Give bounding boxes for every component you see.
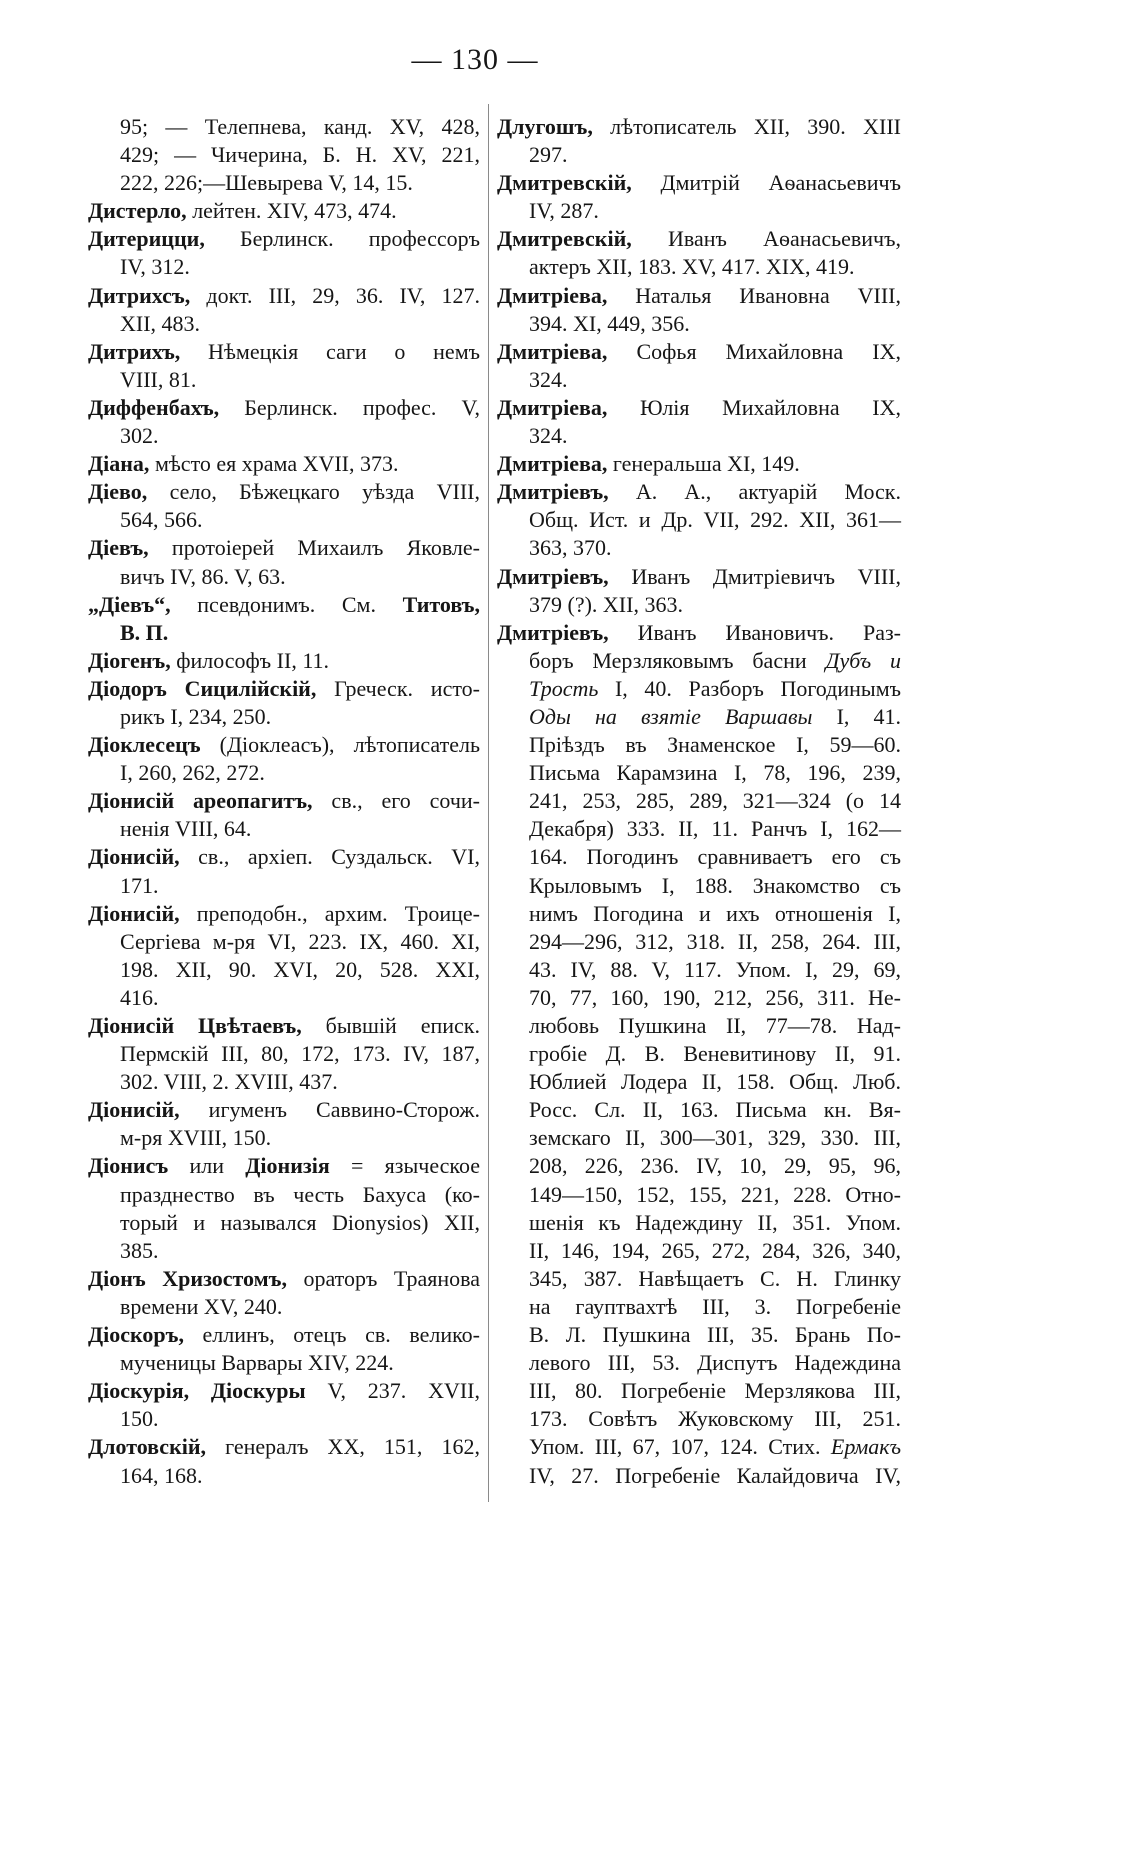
entry-text: 294—296, 312, 318. II, 258, 264. III, — [529, 928, 901, 954]
left-column — [88, 113, 480, 1490]
entry-text: мѣсто ея храма XVII, 373. — [149, 451, 399, 477]
entry-line — [497, 1124, 901, 1152]
entry-line — [497, 338, 901, 366]
entry-line — [88, 1349, 480, 1377]
entry-text: I, 260, 262, 272. — [120, 760, 265, 786]
entry-text: шенія къ Надеждину II, 351. Упом. — [529, 1209, 901, 1235]
entry-line — [88, 1181, 480, 1209]
headword: Діонъ Хризостомъ, — [88, 1265, 287, 1291]
entry-line — [497, 647, 901, 675]
entry-line — [88, 225, 480, 253]
entry-line — [88, 759, 480, 787]
headword: В. П. — [120, 619, 169, 645]
entry-line — [497, 956, 901, 984]
cited-title: Ермакъ — [830, 1434, 901, 1460]
entry-line — [88, 534, 480, 562]
page-number: — 130 — — [411, 43, 539, 76]
entry-line — [497, 872, 901, 900]
entry-line — [497, 1349, 901, 1377]
entry-text: любовь Пушкина II, 77—78. Над- — [529, 1013, 901, 1038]
entry-text: св., его сочи- — [312, 788, 480, 814]
entry-text: философъ II, 11. — [170, 647, 330, 673]
entry-line — [88, 843, 480, 871]
entry-text: актеръ XII, 183. XV, 417. XIX, 419. — [529, 254, 855, 280]
entry-text: Письма Карамзина I, 78, 196, 239, — [529, 760, 901, 786]
entry-line — [497, 900, 901, 928]
entry-line — [88, 1265, 480, 1293]
entry-line — [88, 731, 480, 759]
index-entry — [88, 1152, 480, 1264]
entry-line — [88, 338, 480, 366]
entry-text: мученицы Варвары XIV, 224. — [120, 1350, 394, 1376]
entry-text: Юблией Лодера II, 158. Общ. Люб. — [529, 1069, 901, 1095]
headword: Дмитріева, — [497, 451, 608, 477]
entry-line — [88, 984, 480, 1012]
headword: Діево, — [88, 479, 148, 505]
entry-line — [88, 113, 480, 141]
index-entry — [497, 478, 901, 562]
cited-title: Трость — [529, 675, 599, 701]
entry-line — [88, 1096, 480, 1124]
entry-text: Крыловымъ I, 188. Знакомство съ — [529, 872, 901, 898]
entry-text: 302. — [120, 423, 159, 449]
headword: Діоклесецъ — [88, 732, 201, 758]
headword: Титовъ, — [402, 591, 480, 617]
headword: Дмитріевъ, — [497, 619, 609, 645]
entry-line — [88, 282, 480, 310]
entry-text: 297. — [529, 142, 568, 168]
entry-line — [88, 478, 480, 506]
entry-line — [497, 984, 901, 1012]
entry-line — [497, 253, 901, 281]
headword: Діоскоръ, — [88, 1322, 184, 1348]
entry-text: 208, 226, 236. IV, 10, 29, 95, 96, — [529, 1153, 901, 1179]
entry-text: (Діоклеасъ), лѣтописатель — [200, 732, 480, 758]
entry-line — [497, 843, 901, 871]
headword: Дмитріева, — [497, 394, 608, 420]
index-entry — [497, 619, 901, 1490]
entry-line — [497, 1405, 901, 1433]
headword: Дмитріевъ, — [497, 479, 609, 505]
entry-text: = языческое — [329, 1153, 481, 1179]
index-entry — [88, 113, 480, 197]
entry-line — [497, 675, 901, 703]
entry-text: нимъ Погодина и ихъ отношенія I, — [529, 900, 901, 926]
index-entry — [88, 591, 480, 647]
entry-line — [497, 1265, 901, 1293]
index-entry — [88, 1096, 480, 1152]
entry-text: Наталья Ивановна VIII, — [607, 282, 901, 308]
entry-text: Софья Михайловна IX, — [607, 338, 901, 364]
index-entry — [88, 900, 480, 1012]
entry-text: Сергіева м-ря VI, 223. IX, 460. XI, — [120, 928, 480, 954]
index-entry — [88, 1265, 480, 1321]
headword: Дмитріева, — [497, 338, 608, 364]
entry-text: Росс. Сл. II, 163. Письма кн. Вя- — [529, 1097, 901, 1123]
entry-text: В. Л. Пушкина III, 35. Брань По- — [529, 1322, 901, 1348]
entry-line — [88, 1068, 480, 1096]
index-entry — [88, 731, 480, 787]
entry-text: Общ. Ист. и Др. VII, 292. XII, 361— — [529, 507, 901, 533]
cited-title: Оды на взятіе Варшавы — [529, 703, 813, 729]
entry-text: 164, 168. — [120, 1462, 203, 1488]
entry-line — [497, 450, 901, 478]
entry-text: вичъ IV, 86. V, 63. — [120, 563, 286, 589]
entry-text: Иванъ Ивановичъ. Раз- — [608, 619, 901, 645]
headword: Дитрихъ, — [88, 338, 181, 364]
headword: Діонисій, — [88, 844, 180, 870]
entry-text: 324. — [529, 423, 568, 449]
entry-line — [88, 422, 480, 450]
entry-line — [497, 591, 901, 619]
headword: Дмитріевъ, — [497, 563, 609, 589]
headword: Діонисій, — [88, 1097, 180, 1123]
entry-line — [497, 422, 901, 450]
entry-line — [88, 1405, 480, 1433]
entry-text: лѣтописатель XII, 390. XIII — [592, 114, 901, 139]
entry-text: рикъ I, 234, 250. — [120, 703, 272, 729]
headword: Діогенъ, — [88, 647, 171, 673]
entry-text: 198. XII, 90. XVI, 20, 528. XXI, — [120, 956, 480, 982]
entry-line — [497, 1068, 901, 1096]
entry-line — [88, 141, 480, 169]
index-entry — [88, 534, 480, 590]
entry-line — [88, 675, 480, 703]
entry-text: I, 40. Разборъ Погодинымъ — [598, 675, 901, 701]
entry-line — [88, 928, 480, 956]
entry-text: Декабря) 333. II, 11. Ранчъ I, 162— — [529, 816, 901, 842]
entry-line — [88, 1152, 480, 1180]
entry-text: Дмитрій Аѳанасьевичъ — [631, 170, 901, 196]
entry-line — [88, 703, 480, 731]
entry-text: III, 80. Погребеніе Мерзлякова III, — [529, 1378, 901, 1404]
right-column — [497, 113, 901, 1490]
entry-text: Юлія Михайловна IX, — [607, 394, 901, 420]
entry-text: 416. — [120, 984, 159, 1010]
entry-text: игуменъ Саввино-Сторож. — [179, 1097, 480, 1123]
entry-text: лейтен. XIV, 473, 474. — [186, 198, 397, 224]
headword: Діонизія — [245, 1153, 330, 1179]
headword: Дмитревскій, — [497, 226, 632, 252]
entry-text: 302. VIII, 2. XVIII, 437. — [120, 1069, 338, 1095]
entry-line — [88, 563, 480, 591]
headword: Дистерло, — [88, 198, 187, 224]
entry-text: св., архіеп. Суздальск. VI, — [179, 844, 480, 870]
entry-text: IV, 312. — [120, 254, 190, 280]
headword: Дмитревскій, — [497, 170, 632, 196]
headword: Дитрихсъ, — [88, 282, 191, 308]
entry-text: 394. XI, 449, 356. — [529, 310, 690, 336]
entry-text: докт. III, 29, 36. IV, 127. — [190, 282, 480, 308]
entry-line — [88, 619, 480, 647]
entry-line — [497, 169, 901, 197]
entry-line — [497, 366, 901, 394]
entry-text: псевдонимъ. См. — [170, 591, 403, 617]
index-entry — [88, 225, 480, 281]
entry-text: село, Бѣжецкаго уѣзда VIII, — [147, 479, 480, 505]
entry-text: 43. IV, 88. V, 117. Упом. I, 29, 69, — [529, 956, 901, 982]
entry-text: торый и назывался Dionysios) XII, — [120, 1209, 480, 1235]
entry-line — [88, 366, 480, 394]
entry-line — [88, 872, 480, 900]
index-entry — [497, 225, 901, 281]
entry-line — [88, 1377, 480, 1405]
entry-line — [497, 1040, 901, 1068]
entry-line — [88, 1462, 480, 1490]
entry-line — [497, 815, 901, 843]
entry-line — [497, 506, 901, 534]
entry-line — [88, 450, 480, 478]
entry-text: 324. — [529, 366, 568, 392]
entry-text: II, 146, 194, 265, 272, 284, 326, 340, — [529, 1237, 901, 1263]
entry-line — [88, 506, 480, 534]
entry-text: Пермскій III, 80, 172, 173. IV, 187, — [120, 1041, 480, 1067]
entry-line — [497, 703, 901, 731]
index-entry — [88, 1433, 480, 1489]
index-entry — [88, 478, 480, 534]
entry-line — [88, 1237, 480, 1265]
headword: Діевъ, — [88, 535, 149, 561]
entry-line — [497, 394, 901, 422]
headword: Дмитріева, — [497, 282, 608, 308]
headword: Дитерицци, — [88, 226, 205, 252]
entry-text: V, 237. XVII, — [305, 1378, 481, 1404]
entry-line — [497, 1237, 901, 1265]
index-entry — [88, 647, 480, 675]
entry-text: 171. — [120, 872, 159, 898]
index-entry — [88, 675, 480, 731]
entry-line — [88, 1040, 480, 1068]
index-entry — [88, 394, 480, 450]
headword: „Діевъ“, — [88, 591, 171, 617]
entry-text: 95; — Телепнева, канд. XV, 428, — [120, 114, 480, 139]
entry-text: 164. Погодинъ сравниваетъ его съ — [529, 844, 901, 870]
entry-text: 70, 77, 160, 190, 212, 256, 311. Не- — [529, 984, 901, 1010]
entry-text: протоіерей Михаилъ Яковле- — [148, 535, 480, 561]
index-entry — [88, 282, 480, 338]
entry-text: Греческ. исто- — [316, 675, 480, 701]
entry-text: 222, 226;—Шевырева V, 14, 15. — [120, 170, 413, 196]
entry-text: 241, 253, 285, 289, 321—324 (о 14 — [529, 788, 901, 814]
entry-text: 363, 370. — [529, 535, 612, 561]
entry-text: Упом. III, 67, 107, 124. Стих. — [529, 1434, 831, 1460]
entry-line — [88, 169, 480, 197]
entry-text: Нѣмецкія саги о немъ — [180, 338, 480, 364]
entry-text: 385. — [120, 1237, 159, 1263]
entry-line — [497, 1433, 901, 1461]
entry-line — [88, 1321, 480, 1349]
entry-line — [497, 1293, 901, 1321]
entry-line — [88, 647, 480, 675]
index-entry — [88, 787, 480, 843]
entry-text: XII, 483. — [120, 310, 201, 336]
headword: Діонисій ареопагитъ, — [88, 788, 313, 814]
entry-text: м-ря XVIII, 150. — [120, 1125, 272, 1151]
entry-line — [88, 815, 480, 843]
headword: Діоскурія, Діоскуры — [88, 1378, 306, 1404]
headword: Діана, — [88, 451, 150, 477]
entry-line — [497, 787, 901, 815]
entry-text: земскаго II, 300—301, 329, 330. III, — [529, 1125, 901, 1151]
entry-line — [497, 310, 901, 338]
index-entry — [88, 843, 480, 899]
entry-text: 150. — [120, 1406, 159, 1432]
entry-text: боръ Мерзляковымъ басни — [529, 647, 826, 673]
entry-line — [497, 113, 901, 141]
entry-text: на гауптвахтѣ III, 3. Погребеніе — [529, 1293, 901, 1319]
index-entry — [497, 169, 901, 225]
entry-text: ненія VIII, 64. — [120, 816, 252, 842]
entry-text: генералъ XX, 151, 162, — [206, 1434, 480, 1460]
index-entry — [497, 394, 901, 450]
entry-line — [88, 1209, 480, 1237]
index-entry — [88, 450, 480, 478]
index-entry — [88, 338, 480, 394]
entry-line — [497, 534, 901, 562]
entry-text: 345, 387. Навѣщаетъ С. Н. Глинку — [529, 1265, 901, 1291]
entry-line — [88, 197, 480, 225]
headword: Длотовскій, — [88, 1434, 207, 1460]
entry-text: еллинъ, отецъ св. велико- — [183, 1322, 480, 1348]
entry-text: 429; — Чичерина, Б. Н. XV, 221, — [120, 142, 480, 168]
entry-line — [497, 1209, 901, 1237]
entry-text: левого III, 53. Диспутъ Надеждина — [529, 1350, 901, 1376]
entry-line — [88, 787, 480, 815]
entry-text: времени XV, 240. — [120, 1293, 283, 1319]
index-entry — [497, 282, 901, 338]
headword: Діонисій Цвѣтаевъ, — [88, 1013, 302, 1038]
entry-text: 173. Совѣтъ Жуковскому III, 251. — [529, 1406, 901, 1432]
headword: Діонисій, — [88, 900, 180, 926]
headword: Діодоръ Сицилійскій, — [88, 675, 317, 701]
entry-text: Пріѣздъ въ Знаменское I, 59—60. — [529, 732, 901, 758]
entry-text: А. А., актуарій Моск. — [608, 479, 901, 505]
headword: Діонисъ — [88, 1153, 169, 1179]
entry-line — [88, 394, 480, 422]
index-entry — [88, 1377, 480, 1433]
entry-text: IV, 27. Погребеніе Калайдовича IV, — [529, 1462, 901, 1488]
entry-line — [497, 563, 901, 591]
entry-text: 564, 566. — [120, 507, 203, 533]
entry-text: I, 41. — [812, 703, 901, 729]
entry-text: Берлинск. профессоръ — [204, 226, 480, 252]
entry-text: Иванъ Аѳанасьевичъ, — [631, 226, 901, 252]
entry-line — [497, 282, 901, 310]
entry-line — [497, 478, 901, 506]
entry-line — [497, 1181, 901, 1209]
entry-text: 149—150, 152, 155, 221, 228. Отно- — [529, 1181, 901, 1207]
entry-line — [88, 1433, 480, 1461]
index-entry — [497, 563, 901, 619]
entry-line — [497, 141, 901, 169]
entry-line — [88, 1124, 480, 1152]
entry-line — [88, 591, 480, 619]
index-entry — [88, 1321, 480, 1377]
entry-text: ораторъ Траянова — [286, 1265, 480, 1291]
column-divider — [488, 104, 489, 1502]
entry-text: празднество въ честь Бахуса (ко- — [120, 1181, 480, 1207]
entry-text: 379 (?). XII, 363. — [529, 591, 683, 617]
entry-text: IV, 287. — [529, 198, 599, 224]
entry-line — [497, 225, 901, 253]
entry-line — [497, 1462, 901, 1490]
cited-title: Дубъ и — [825, 647, 901, 673]
entry-line — [88, 956, 480, 984]
headword: Диффенбахъ, — [88, 394, 220, 420]
index-entry — [497, 338, 901, 394]
index-entry — [88, 1012, 480, 1096]
entry-text: бывшій еписк. — [301, 1013, 480, 1038]
entry-line — [497, 1152, 901, 1180]
headword: Длугошъ, — [497, 114, 593, 139]
entry-line — [497, 197, 901, 225]
entry-line — [497, 1321, 901, 1349]
entry-text: преподобн., архим. Троице- — [179, 900, 480, 926]
entry-line — [88, 253, 480, 281]
entry-text: генеральша XI, 149. — [607, 451, 800, 477]
entry-text: Иванъ Дмитріевичъ VIII, — [608, 563, 901, 589]
index-entry — [497, 113, 901, 169]
entry-line — [497, 731, 901, 759]
entry-line — [497, 1096, 901, 1124]
entry-line — [497, 1377, 901, 1405]
entry-text: Берлинск. профес. V, — [219, 394, 480, 420]
entry-text: VIII, 81. — [120, 366, 197, 392]
entry-line — [497, 759, 901, 787]
entry-line — [88, 310, 480, 338]
entry-line — [88, 900, 480, 928]
entry-text: гробіе Д. В. Веневитинову II, 91. — [529, 1041, 901, 1067]
entry-text: или — [168, 1153, 246, 1179]
entry-line — [497, 928, 901, 956]
entry-line — [497, 619, 901, 647]
entry-line — [497, 1012, 901, 1040]
index-entry — [497, 450, 901, 478]
index-entry — [88, 197, 480, 225]
entry-line — [88, 1012, 480, 1040]
entry-line — [88, 1293, 480, 1321]
